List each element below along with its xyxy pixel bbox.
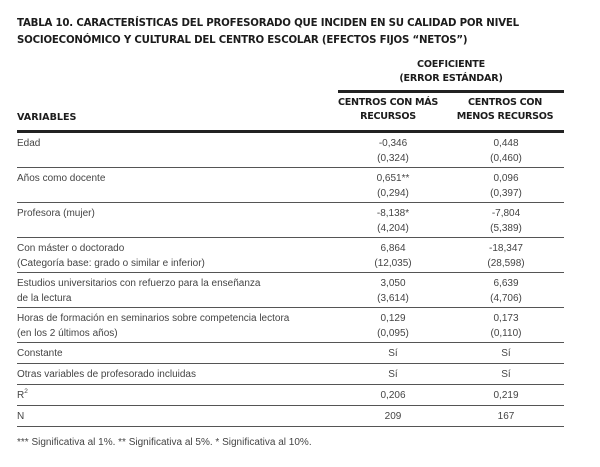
table-row bbox=[17, 273, 564, 308]
variable-cell: Constante bbox=[17, 348, 63, 359]
value-cell-fewer: 167 bbox=[497, 411, 515, 422]
variables-header: VARIABLES bbox=[17, 112, 77, 123]
value-cell-more: Sí bbox=[388, 348, 398, 359]
value-cell-more: 0,206 bbox=[380, 390, 406, 401]
table-row bbox=[17, 406, 564, 427]
table-title-line1: TABLA 10. CARACTERÍSTICAS DEL PROFESORADO QUE INCIDEN EN SU CALIDAD POR NIVEL bbox=[17, 18, 519, 29]
table-title-line2: SOCIOECONÓMICO Y CULTURAL DEL CENTRO ESCOLAR (EFECTOS FIJOS “NETOS”) bbox=[17, 35, 468, 46]
table-row bbox=[17, 238, 564, 273]
coef-cell-more: 3,050 (3,614) bbox=[377, 278, 409, 304]
standard-error-label: (ERROR ESTÁNDAR) bbox=[399, 73, 503, 84]
table-row bbox=[17, 308, 564, 343]
coef-cell-more: 0,651** (0,294) bbox=[376, 173, 410, 199]
variable-cell: N bbox=[17, 411, 25, 422]
coefficient-rule bbox=[338, 90, 564, 93]
coef-cell-more: -0,346 (0,324) bbox=[377, 138, 409, 164]
column-header-more-resources bbox=[333, 96, 443, 124]
coef-cell-fewer: -7,804 (5,389) bbox=[490, 208, 522, 234]
variable-cell: Horas de formación en seminarios sobre competencia lectora (en los 2 últimos años) bbox=[17, 313, 290, 339]
coef-cell-fewer: 0,096 (0,397) bbox=[490, 173, 522, 199]
value-cell-more: 209 bbox=[384, 411, 402, 422]
variable-cell: Con máster o doctorado (Categoría base: grado o similar e inferior) bbox=[17, 243, 205, 269]
table-row bbox=[17, 133, 564, 168]
table-title bbox=[17, 15, 587, 49]
table-row bbox=[17, 364, 564, 385]
column-header-text: CENTROS CON MÁS bbox=[338, 97, 438, 108]
coef-cell-more: 6,864 (12,035) bbox=[374, 243, 412, 269]
coef-cell-fewer: 0,448 (0,460) bbox=[490, 138, 522, 164]
column-header-fewer-resources bbox=[446, 96, 564, 124]
coefficient-label: COEFICIENTE bbox=[417, 59, 485, 70]
variable-cell: $R^2$ bbox=[17, 388, 28, 401]
coefficient-header bbox=[338, 58, 564, 86]
results-table bbox=[17, 133, 564, 427]
variable-cell: Estudios universitarios con refuerzo para la enseñanza de la lectura bbox=[17, 278, 261, 304]
table-row bbox=[17, 168, 564, 203]
variable-cell: Años como docente bbox=[17, 173, 106, 184]
coef-cell-fewer: -18,347 (28,598) bbox=[487, 243, 525, 269]
variable-cell: Edad bbox=[17, 138, 41, 149]
footnote: *** Significativa al 1%. ** Significativa al 5%. * Significativa al 10%. bbox=[17, 437, 312, 448]
coef-cell-more: -8,138* (4,204) bbox=[376, 208, 410, 234]
coef-cell-fewer: 6,639 (4,706) bbox=[490, 278, 522, 304]
value-cell-fewer: Sí bbox=[501, 348, 511, 359]
column-header-text: RECURSOS bbox=[360, 111, 416, 122]
value-cell-fewer: Sí bbox=[501, 369, 511, 380]
variable-cell: Profesora (mujer) bbox=[17, 208, 95, 219]
value-cell-more: Sí bbox=[388, 369, 398, 380]
column-header-text: MENOS RECURSOS bbox=[456, 111, 554, 122]
table-row bbox=[17, 385, 564, 406]
coef-cell-more: 0,129 (0,095) bbox=[377, 313, 409, 339]
table-row bbox=[17, 203, 564, 238]
variable-cell: Otras variables de profesorado incluidas bbox=[17, 369, 196, 380]
value-cell-fewer: 0,219 bbox=[493, 390, 519, 401]
coef-cell-fewer: 0,173 (0,110) bbox=[490, 313, 522, 339]
column-header-text: CENTROS CON bbox=[468, 97, 542, 108]
table-row bbox=[17, 343, 564, 364]
